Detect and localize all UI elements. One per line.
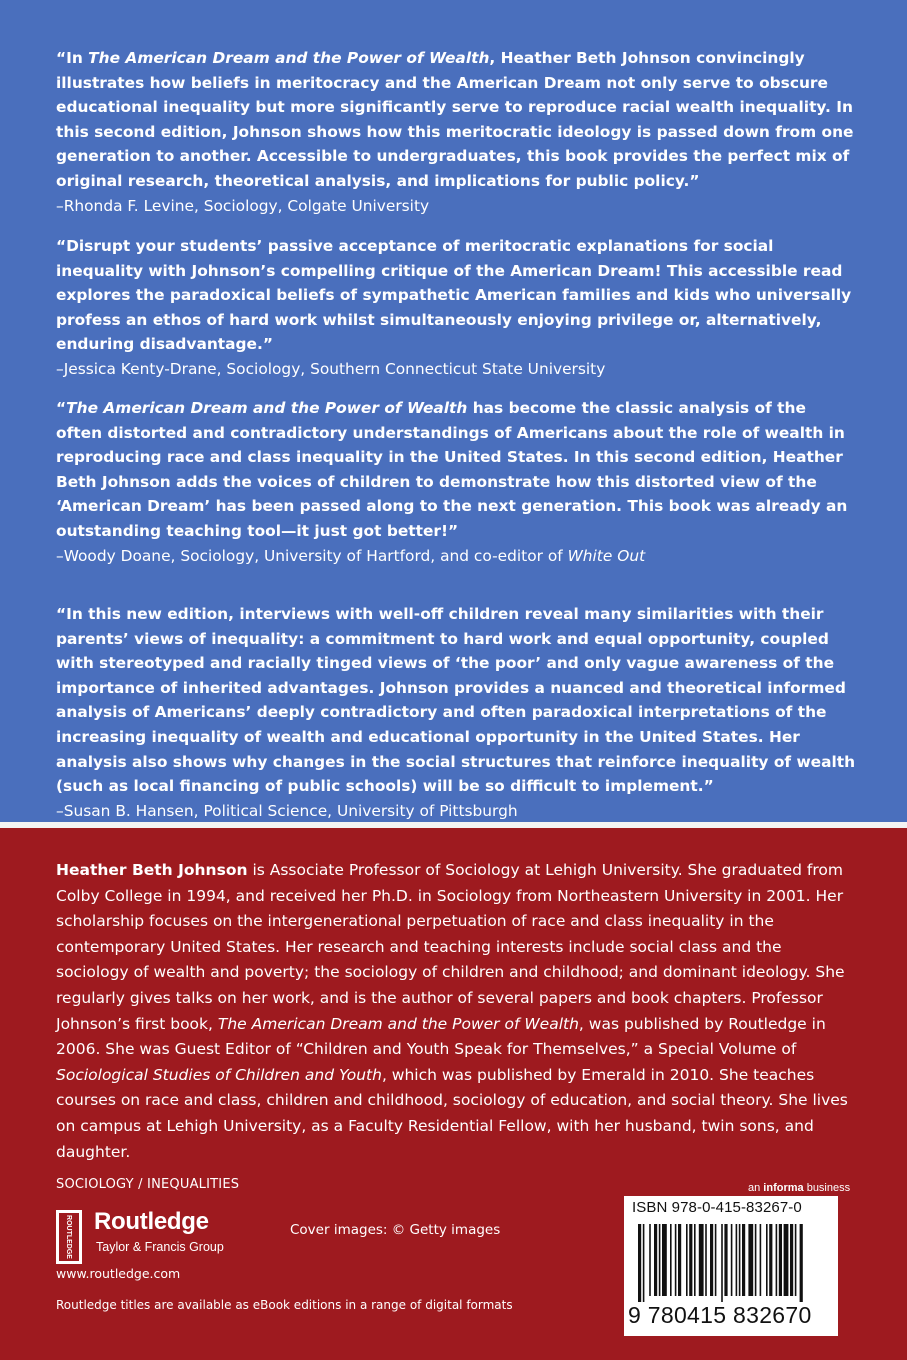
ebook-note: Routledge titles are available as eBook editions in a range of digital formats (56, 1298, 513, 1312)
quote-attribution: –Rhonda F. Levine, Sociology, Colgate University (56, 196, 430, 215)
barcode-icon (636, 1224, 826, 1302)
quote-attribution: –Woody Doane, Sociology, University of Hartford, and co-editor of White Out (56, 546, 646, 565)
isbn-label: ISBN 978-0-415-83267-0 (632, 1199, 802, 1216)
barcode-bar (689, 1224, 692, 1296)
barcode-bar (638, 1224, 641, 1302)
subject-category: SOCIOLOGY / INEQUALITIES (56, 1177, 240, 1192)
quote-text: “Disrupt your students’ passive acceptance of meritocratic explanations for social inequality with Johnson’s compelling critique of the American Dream! This accessible read explores the paradoxical beliefs of sympathetic American families and kids who universally profess an ethos of hard work whilst simultaneously enjoying privilege or, alternatively, enduring disadvantage.” (56, 237, 852, 354)
barcode-bar (670, 1224, 672, 1296)
barcode-bar (739, 1224, 741, 1296)
barcode-bar (748, 1224, 753, 1296)
barcode-bar (649, 1224, 651, 1296)
publisher-website[interactable]: www.routledge.com (56, 1266, 181, 1281)
barcode-bar (731, 1224, 733, 1296)
endorsement-quote (56, 602, 856, 823)
quote-attribution: –Susan B. Hansen, Political Science, University of Pittsburgh (56, 801, 518, 820)
barcode-bar (699, 1224, 704, 1296)
endorsement-quote (56, 46, 856, 218)
book-title: The American Dream and the Power of Wealth (66, 399, 468, 417)
author-name: Heather Beth Johnson (56, 861, 248, 879)
isbn-barcode (624, 1196, 838, 1336)
barcode-bar (776, 1224, 778, 1296)
barcode-bar (654, 1224, 657, 1296)
barcode-bar (766, 1224, 768, 1296)
barcode-bar (659, 1224, 661, 1296)
barcode-bar (643, 1224, 645, 1302)
publisher-name: Routledge (94, 1208, 209, 1235)
barcode-bar (678, 1224, 681, 1296)
quote-text: “In this new edition, interviews with well-off children reveal many similarities with their parents’ views of inequality: a commitment to hard work and equal opportunity, coupled with stereotyped and racially tinged views of ‘the poor’ and only vague awareness of the importance of inherited advantages. Johnson provides a nuanced and theoretical informed analysis of Americans’ deeply contradictory and often paradoxical interpretations of the increasing inequality of wealth and educational opportunity in the United States. Her analysis also shows why changes in the social structures that reinforce inequality of wealth (such as local financing of public schools) will be so difficult to implement.” (56, 605, 856, 796)
barcode-bar (715, 1224, 717, 1296)
barcode-bar (779, 1224, 782, 1296)
barcode-bar (705, 1224, 707, 1296)
barcode-bar (784, 1224, 789, 1296)
author-bio: Heather Beth Johnson is Associate Professor of Sociology at Lehigh University. She graduated from Colby College in 1994, and received her Ph.D. in Sociology from Northeastern University in 2001. Her scholarship focuses on the intergenerational perpetuation of race and class inequality in the contemporary United States. Her research and teaching interests include social class and the sociology of wealth and poverty; the sociology of children and childhood; and dominant ideology. She regularly gives talks on her work, and is the author of several papers and book chapters. Professor Johnson’s first book, The American Dream and the Power of Wealth, was published by Routledge in 2006. She was Guest Editor of “Children and Youth Speak for Themselves,” a Special Volume of Sociological Studies of Children and Youth, which was published by Emerald in 2010. She teaches courses on race and class, children and childhood, sociology of education, and social theory. She lives on campus at Lehigh University, as a Faculty Residential Fellow, with her husband, twin sons, and daughter. (56, 861, 848, 1161)
book-title: The American Dream and the Power of Wealth (88, 49, 490, 67)
barcode-bar (675, 1224, 677, 1296)
endorsement-quote (56, 234, 856, 382)
barcode-bar (724, 1224, 727, 1296)
barcode-bar (755, 1224, 757, 1296)
cover-credit: Cover images: © Getty images (290, 1222, 501, 1238)
barcode-bar (686, 1224, 688, 1296)
barcode-bar (694, 1224, 696, 1296)
barcode-bar (795, 1224, 797, 1296)
barcode-bar (710, 1224, 713, 1296)
barcode-bar (742, 1224, 745, 1296)
barcode-bar (800, 1224, 803, 1302)
quote-text: “The American Dream and the Power of Wealth has become the classic analysis of the often distorted and contradictory understandings of Americans about the role of wealth in reproducing race and class inequality in the United States. In this second edition, Heather Beth Johnson adds the voices of children to demonstrate how this distorted view of the ‘American Dream’ has been passed along to the next generation. This book was already an outstanding teaching tool—it just got better!” (56, 399, 848, 540)
quote-attribution: –Jessica Kenty-Drane, Sociology, Southern Connecticut State University (56, 359, 606, 378)
quote-text: “In The American Dream and the Power of Wealth, Heather Beth Johnson convincingly illustrates how beliefs in meritocracy and the American Dream not only serve to obscure educational inequality but more significantly serve to reproduce racial wealth inequality. In this second edition, Johnson shows how this meritocratic ideology is passed down from one generation to another. Accessible to undergraduates, this book provides the perfect mix of original research, theoretical analysis, and implications for public policy.” (56, 49, 854, 190)
barcode-bar (736, 1224, 738, 1296)
publisher-logo (56, 1208, 256, 1268)
barcode-digits: 9 780415 832670 (628, 1302, 812, 1328)
publisher-group: Taylor & Francis Group (96, 1240, 224, 1254)
barcode-bar (769, 1224, 772, 1296)
barcode-bar (760, 1224, 762, 1296)
barcode-bar (662, 1224, 667, 1296)
barcode-bar (721, 1224, 723, 1302)
informa-tagline: an informa business (748, 1182, 851, 1194)
routledge-logo-text: ROUTLEDGE (65, 1215, 73, 1259)
routledge-logo-icon (56, 1210, 82, 1264)
endorsement-quote (56, 396, 856, 568)
barcode-bar (790, 1224, 793, 1296)
